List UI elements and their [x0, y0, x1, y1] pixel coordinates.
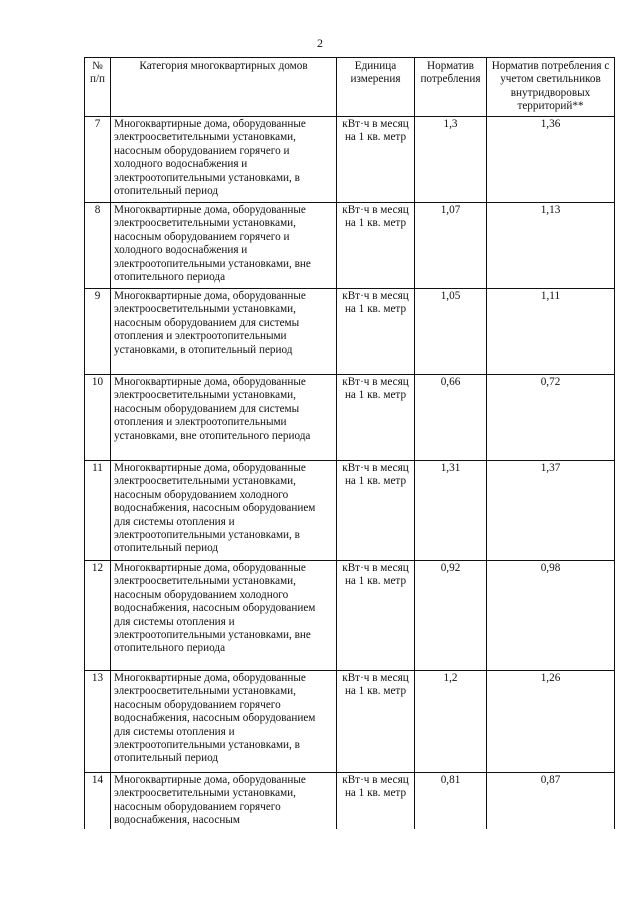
- row-num: 14: [85, 772, 111, 828]
- row-num: 7: [85, 116, 111, 202]
- row-norm: 1,05: [415, 288, 487, 374]
- header-category: Категория многоквартирных домов: [111, 58, 337, 117]
- row-norm: 1,3: [415, 116, 487, 202]
- row-norm-lights: 1,13: [487, 202, 615, 288]
- row-norm-lights: 1,26: [487, 670, 615, 772]
- table-row: [85, 560, 615, 670]
- row-num: 9: [85, 288, 111, 374]
- table-row: [85, 202, 615, 288]
- table-row: [85, 116, 615, 202]
- row-unit: кВт·ч в месяц на 1 кв. метр: [337, 374, 415, 460]
- row-norm: 1,31: [415, 460, 487, 560]
- row-norm-lights: 0,87: [487, 772, 615, 828]
- row-unit: кВт·ч в месяц на 1 кв. метр: [337, 288, 415, 374]
- row-unit: кВт·ч в месяц на 1 кв. метр: [337, 670, 415, 772]
- table-header-row: [85, 58, 615, 117]
- row-unit: кВт·ч в месяц на 1 кв. метр: [337, 202, 415, 288]
- row-norm: 0,81: [415, 772, 487, 828]
- row-num: 10: [85, 374, 111, 460]
- row-num: 13: [85, 670, 111, 772]
- row-num: 12: [85, 560, 111, 670]
- row-category: Многоквартирные дома, оборудованные электроосветительными установками, насосным оборудованием горячего водоснабжения, насосным оборудованием для системы отопления и электроотопительными установками, в отопительный период: [111, 670, 337, 772]
- row-norm: 0,92: [415, 560, 487, 670]
- row-category: Многоквартирные дома, оборудованные электроосветительными установками, насосным оборудованием для системы отопления и электроотопительными установками, в отопительный период: [111, 288, 337, 374]
- header-num: № п/п: [85, 58, 111, 117]
- header-norm-lights: Норматив потребления с учетом светильников внутридворовых территорий**: [487, 58, 615, 117]
- row-unit: кВт·ч в месяц на 1 кв. метр: [337, 460, 415, 560]
- row-category: Многоквартирные дома, оборудованные электроосветительными установками, насосным оборудованием для системы отопления и электроотопительными установками, вне отопительного периода: [111, 374, 337, 460]
- row-category: Многоквартирные дома, оборудованные электроосветительными установками, насосным оборудованием холодного водоснабжения, насосным оборудованием для системы отопления и электроотопительными установками, в отопительный период: [111, 460, 337, 560]
- row-num: 8: [85, 202, 111, 288]
- row-category: Многоквартирные дома, оборудованные электроосветительными установками, насосным оборудованием горячего водоснабжения, насосным: [111, 772, 337, 828]
- table-row: [85, 670, 615, 772]
- row-category: Многоквартирные дома, оборудованные электроосветительными установками, насосным оборудованием горячего и холодного водоснабжения и электроотопительными установками, в отопительный период: [111, 116, 337, 202]
- row-norm: 1,07: [415, 202, 487, 288]
- table-row: [85, 288, 615, 374]
- consumption-norms-table: [84, 57, 615, 829]
- table-row: [85, 772, 615, 828]
- row-norm: 1,2: [415, 670, 487, 772]
- row-unit: кВт·ч в месяц на 1 кв. метр: [337, 772, 415, 828]
- row-unit: кВт·ч в месяц на 1 кв. метр: [337, 116, 415, 202]
- row-norm-lights: 1,36: [487, 116, 615, 202]
- row-norm: 0,66: [415, 374, 487, 460]
- header-unit: Единица измерения: [337, 58, 415, 117]
- row-norm-lights: 1,11: [487, 288, 615, 374]
- table-row: [85, 460, 615, 560]
- row-norm-lights: 1,37: [487, 460, 615, 560]
- row-num: 11: [85, 460, 111, 560]
- row-norm-lights: 0,98: [487, 560, 615, 670]
- row-unit: кВт·ч в месяц на 1 кв. метр: [337, 560, 415, 670]
- row-category: Многоквартирные дома, оборудованные электроосветительными установками, насосным оборудованием горячего и холодного водоснабжения и электроотопительными установками, вне отопительного периода: [111, 202, 337, 288]
- header-norm: Норматив потребления: [415, 58, 487, 117]
- table-row: [85, 374, 615, 460]
- row-norm-lights: 0,72: [487, 374, 615, 460]
- row-category: Многоквартирные дома, оборудованные электроосветительными установками, насосным оборудованием холодного водоснабжения, насосным оборудованием для системы отопления и электроотопительными установками, вне отопительного периода: [111, 560, 337, 670]
- page-number: 2: [317, 36, 323, 50]
